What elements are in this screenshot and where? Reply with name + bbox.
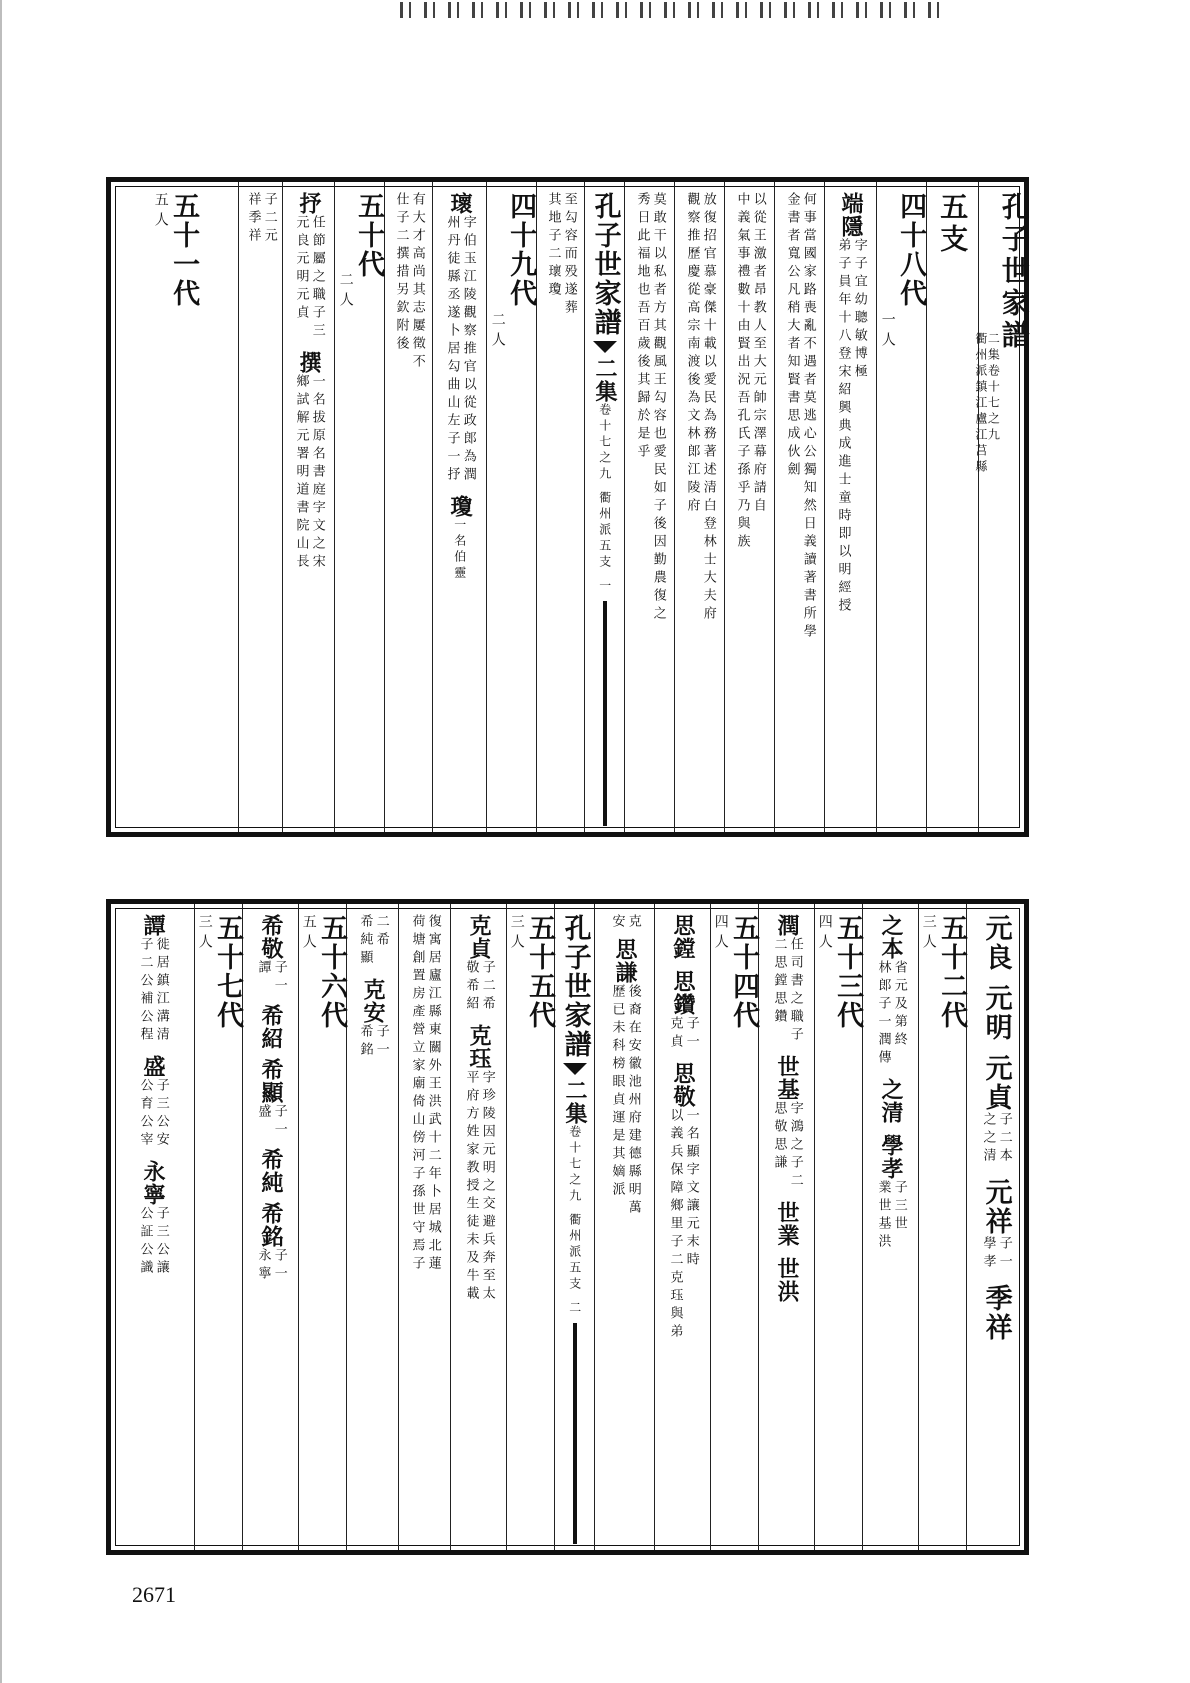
gen55-column xyxy=(506,904,554,1550)
er-xi-2: 希純顯 xyxy=(357,914,373,968)
sheng-note-2: 公育公宰 xyxy=(137,1078,153,1150)
yuan-zhen-note-1: 子二本 xyxy=(996,1112,1012,1166)
shi-ji-note-1: 字鴻之子二 xyxy=(787,1101,803,1191)
duan-note-6: 中義氣事禮數十由賢出況吾孔氏子孫乎乃與族 xyxy=(734,192,750,552)
page-two xyxy=(106,899,1029,1555)
duan-note-2: 弟子員年十八登宋紹興典成進士童時即以明經授 xyxy=(835,238,851,616)
duan-note-1: 字子宜幼聰敏博極 xyxy=(851,238,867,382)
spine-collection-2: 二集 xyxy=(562,1079,589,1125)
yong-ning-note-2: 公証公識 xyxy=(137,1206,153,1278)
si-qian-column xyxy=(594,904,654,1550)
si-column xyxy=(654,904,710,1550)
yuan-zhen: 元貞 xyxy=(980,1054,1012,1112)
si-jing-note-1: 一名顯字文讓元末時 xyxy=(683,1108,699,1270)
ke-zhen-note-1: 子二希 xyxy=(479,960,495,1014)
gen51-column xyxy=(111,182,238,832)
gen50-count: 二人 xyxy=(337,272,354,312)
note-column-a xyxy=(774,182,824,832)
gen56-count: 五人 xyxy=(300,914,317,954)
xi-ming-note-2: 永寧 xyxy=(255,1248,271,1284)
ke-jue: 克珏 xyxy=(466,1024,493,1070)
yuan-ming: 元明 xyxy=(980,984,1012,1042)
header-column xyxy=(973,182,1031,832)
ren-note-1: 有大才高尚其志屢徵不 xyxy=(409,192,425,372)
yuan-column xyxy=(238,182,282,832)
qiong-note: 一名伯靈 xyxy=(452,518,467,582)
spine-folio-2: 二 xyxy=(567,1301,582,1317)
zhuan-name: 撰 xyxy=(296,351,323,374)
ke-zhen-note-2: 敬希紹 xyxy=(463,960,479,1014)
duan-note-5: 以從王激者昂教人至大元帥宗澤幕府請自 xyxy=(750,192,766,516)
page-one xyxy=(106,177,1029,837)
gen48-heading: 四十八代 xyxy=(895,192,927,308)
zhi-qing: 之清 xyxy=(878,1078,905,1124)
spine-title: 孔子世家譜 xyxy=(589,192,621,337)
yuan-note-2: 祥季祥 xyxy=(245,192,261,246)
yuan-xiang-note-1: 子一 xyxy=(996,1236,1012,1272)
shi-hong: 世洪 xyxy=(774,1257,801,1303)
zhi-ben-note-2: 林郎子一潤傳 xyxy=(875,960,891,1068)
spine-bar-2 xyxy=(573,1323,577,1544)
gen49-column xyxy=(486,182,536,832)
gen55-count: 三人 xyxy=(508,914,525,954)
yuan-xiang: 元祥 xyxy=(980,1178,1012,1236)
run-name: 潤 xyxy=(774,914,801,937)
tan-name: 譚 xyxy=(140,914,167,937)
si-zuan-note-2: 克貞 xyxy=(667,1016,683,1052)
sheng-note-1: 子三公安 xyxy=(153,1078,169,1150)
run-column xyxy=(758,904,814,1550)
gen51-heading: 五十一代 xyxy=(168,192,200,308)
zhuan-note-2: 鄉試解元署明道書院山長 xyxy=(293,374,309,572)
fu-note-1: 至勾容而殁遂葬 xyxy=(561,192,577,318)
gen57-heading: 五十七代 xyxy=(212,914,244,1030)
xi-column xyxy=(242,904,298,1550)
duan-column xyxy=(824,182,876,832)
gen49-heading: 四十九代 xyxy=(505,192,537,308)
gui-name: 瓌 xyxy=(447,192,474,215)
ke-jue-note-1: 字珍陵因元明之交避兵奔至太 xyxy=(479,1070,495,1304)
gen54-heading: 五十四代 xyxy=(728,914,760,1030)
scan-noise-top xyxy=(400,2,940,18)
si-jing-note-2: 以義兵保障鄉里子二克珏與弟 xyxy=(667,1108,683,1342)
ji-xiang: 季祥 xyxy=(980,1284,1012,1342)
gen52-heading: 五十二代 xyxy=(936,914,968,1030)
zhi-column xyxy=(862,904,918,1550)
spine-branch: 衢州派 xyxy=(597,491,612,539)
branch-label: 五支 xyxy=(936,192,970,256)
fu2-column xyxy=(398,904,450,1550)
tan-note-2: 子二公補公程 xyxy=(137,937,153,1045)
gen50-heading: 五十代 xyxy=(353,192,385,279)
fu2-note-2: 荷塘創置房產營立家廟倚山傍河子孫世守焉子 xyxy=(409,914,425,1274)
note-column-b xyxy=(724,182,774,832)
spine-title-2: 孔子世家譜 xyxy=(559,914,591,1059)
shu-name: 抒 xyxy=(296,192,323,215)
xi-shao: 希紹 xyxy=(258,1004,285,1050)
xi-jing-note-2: 譚 xyxy=(255,960,271,978)
zhuan-note-1: 一名拔原名書庭字文之宋 xyxy=(309,374,325,572)
xi-jing: 希敬 xyxy=(258,914,285,960)
ke-an: 克安 xyxy=(360,978,387,1024)
xi-jing-note-1: 子一 xyxy=(271,960,287,996)
spine-folio: 一 xyxy=(597,579,612,595)
spine-subbranch: 五支 xyxy=(597,539,612,571)
duan-name: 端隱 xyxy=(838,192,865,238)
yuan-liang: 元良 xyxy=(980,914,1012,972)
zhi-ben-note-1: 省元及第終 xyxy=(891,960,907,1050)
fu-column xyxy=(536,182,584,832)
header-volume: 二集卷十七之九 xyxy=(986,332,1001,444)
ren-column xyxy=(384,182,432,832)
page-number: 2671 xyxy=(132,1582,176,1607)
shu-note-1: 任節屬之職子三 xyxy=(309,215,325,341)
spine-subbranch-2: 五支 xyxy=(567,1261,582,1293)
duan-note-3: 何事當國家路喪亂不遇者莫逃心公獨知然日義讀著書所學 xyxy=(800,192,816,642)
gen49-count: 二人 xyxy=(489,312,506,352)
qiong-name: 瓊 xyxy=(447,495,474,518)
spine-mark-2 xyxy=(563,1063,587,1075)
gen48-count: 一人 xyxy=(879,312,896,352)
run-note-1: 任司書之職子 xyxy=(787,937,803,1045)
shi-ji: 世基 xyxy=(774,1055,801,1101)
gen52-count: 三人 xyxy=(920,914,937,954)
ren-note-2: 仕子二撰措另欽附後 xyxy=(393,192,409,354)
gui-note-1: 字伯玉江陵觀察推官以從政郎為潤 xyxy=(460,215,476,485)
duan-note-7: 放復招官慕豪傑十載以愛民為務著述清白登林士大夫府 xyxy=(700,192,716,624)
gen54-column xyxy=(710,904,758,1550)
spine-column xyxy=(584,182,624,832)
yong-ning: 永寧 xyxy=(140,1160,167,1206)
ke-zhen: 克貞 xyxy=(466,914,493,960)
gen53-count: 四人 xyxy=(816,914,833,954)
shu-note-2: 元良元明元貞 xyxy=(293,215,309,323)
duan-note-4: 金書者寬公凡稍大者知賢書思成伙劍 xyxy=(784,192,800,480)
si-zuan: 思鑽 xyxy=(670,970,697,1016)
gen48-column xyxy=(876,182,926,832)
duan-note-8: 觀察推歷慶從高宗南渡後為文林郎江陵府 xyxy=(684,192,700,516)
gen57-count: 三人 xyxy=(196,914,213,954)
gen50-column xyxy=(334,182,384,832)
header-title: 孔子世家譜 xyxy=(997,192,1031,352)
gen54-count: 四人 xyxy=(712,914,729,954)
gen53-column xyxy=(814,904,862,1550)
yuan-xiang-note-2: 學孝 xyxy=(980,1236,996,1272)
an-note-2: 安 xyxy=(609,914,625,932)
ke-an-column xyxy=(346,904,398,1550)
shi-ji-note-2: 思敬思謙 xyxy=(771,1101,787,1173)
spine-volume: 卷十七之九 xyxy=(597,403,612,483)
spine-branch-2: 衢州派 xyxy=(567,1213,582,1261)
yuan-zhen-note-2: 之之清 xyxy=(980,1112,996,1166)
gen56-heading: 五十六代 xyxy=(316,914,348,1030)
note-column-c xyxy=(674,182,724,832)
gen56-column xyxy=(298,904,346,1550)
xue-xiao-note-1: 子三世 xyxy=(891,1180,907,1234)
branch-column xyxy=(926,182,978,832)
gen51-count: 五人 xyxy=(152,192,169,232)
xue-xiao-note-2: 業世基洪 xyxy=(875,1180,891,1252)
xi-xian-note-1: 子一 xyxy=(271,1104,287,1140)
fu-note-2: 其地子二瓌瓊 xyxy=(545,192,561,300)
gui-column xyxy=(432,182,486,832)
yong-ning-note-1: 子三公讓 xyxy=(153,1206,169,1278)
spine-collection: 二集 xyxy=(592,357,619,403)
si-tang: 思鏜 xyxy=(670,914,697,960)
si-jing: 思敬 xyxy=(670,1062,697,1108)
fu2-note-1: 復寓居廬江縣東關外王洪武十二年卜居城北蓮 xyxy=(425,914,441,1274)
gui-note-2: 州丹徒縣丞遂卜居勾曲山左子一抒 xyxy=(444,215,460,485)
zhi-ben: 之本 xyxy=(878,914,905,960)
shi-ye: 世業 xyxy=(774,1201,801,1247)
si-qian-note-2: 歷已未科榜眼貞運是其嫡派 xyxy=(609,984,625,1200)
spine-column-2 xyxy=(554,904,594,1550)
xi-ming-note-1: 子一 xyxy=(271,1248,287,1284)
spine-volume-2: 卷十七之九 xyxy=(567,1125,582,1205)
ke-jue-note-2: 平府方姓家教授生徒未及牛載 xyxy=(463,1070,479,1304)
xi-ming: 希銘 xyxy=(258,1202,285,1248)
er-xi-1: 二希 xyxy=(373,914,389,950)
tan-column xyxy=(111,904,194,1550)
xi-xian: 希顯 xyxy=(258,1058,285,1104)
note-column-d xyxy=(624,182,674,832)
tan-note-1: 徙居鎮江溝清 xyxy=(153,937,169,1045)
spine-mark xyxy=(593,341,617,353)
xue-xiao: 學孝 xyxy=(878,1134,905,1180)
header-branch: 衢州派鎮江盧江莒縣 xyxy=(973,332,988,476)
gen53-heading: 五十三代 xyxy=(832,914,864,1030)
duan-note-9: 莫敢干以私者方其觀風王勾容也愛民如子後因勤農復之 xyxy=(650,192,666,624)
an-note-1: 克 xyxy=(625,914,641,932)
duan-note-10: 秀日此福地也吾百歲後其歸於是乎 xyxy=(634,192,650,462)
ke-an-note-2: 希銘 xyxy=(357,1024,373,1060)
ke-an-note-1: 子一 xyxy=(373,1024,389,1060)
shu-column xyxy=(282,182,334,832)
sheng-name: 盛 xyxy=(140,1055,167,1078)
ke-column xyxy=(450,904,506,1550)
page-edge-line xyxy=(0,0,2,1683)
xi-xian-note-2: 盛 xyxy=(255,1104,271,1122)
gen52-column xyxy=(918,904,966,1550)
run-note-2: 二思鏜思鑽 xyxy=(771,937,787,1027)
gen55-heading: 五十五代 xyxy=(524,914,556,1030)
si-qian: 思謙 xyxy=(612,938,639,984)
gen57-column xyxy=(194,904,242,1550)
yuan-names-column xyxy=(966,904,1024,1550)
si-qian-note-1: 後裔在安徽池州府建德縣明萬 xyxy=(625,984,641,1218)
yuan-note-1: 子二元 xyxy=(261,192,277,246)
si-zuan-note-1: 子一 xyxy=(683,1016,699,1052)
spine-bar xyxy=(603,601,607,826)
xi-chun: 希純 xyxy=(258,1148,285,1194)
